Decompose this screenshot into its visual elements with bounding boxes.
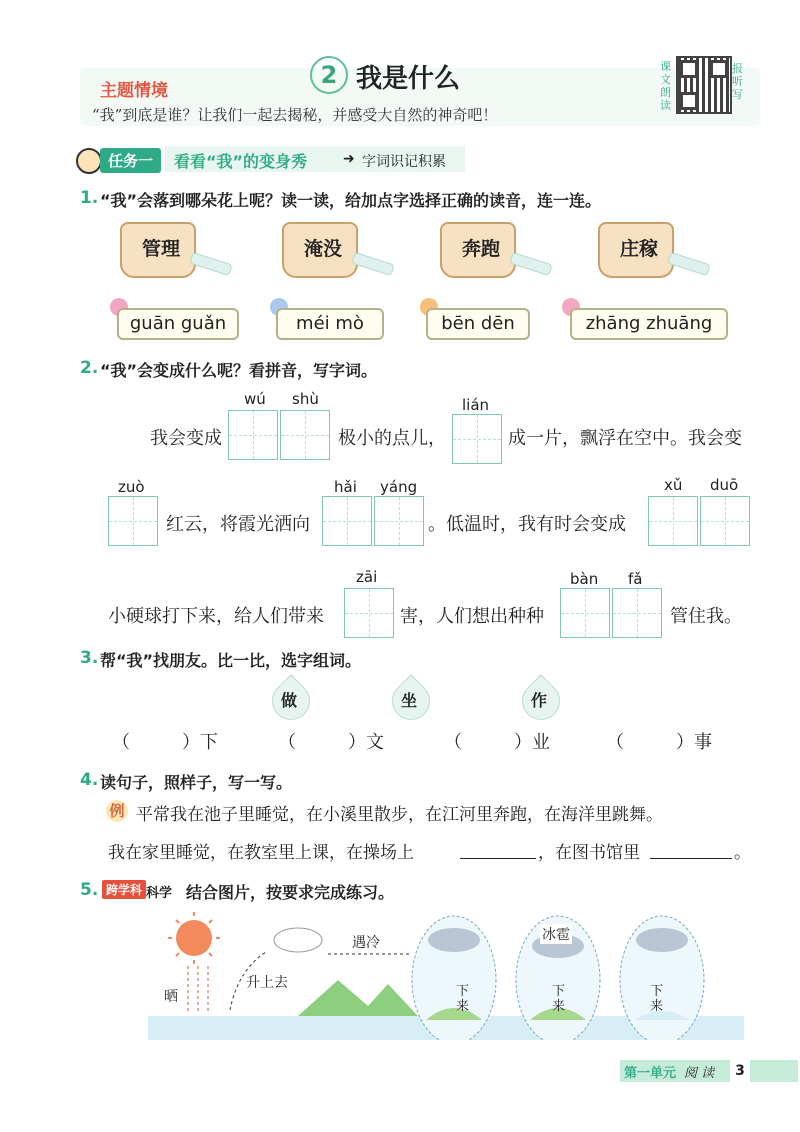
jug-1[interactable]: [120, 222, 250, 282]
example-badge: 例: [106, 800, 128, 822]
flower-box-1[interactable]: guān guǎn: [117, 308, 239, 340]
pinyin: lián: [462, 396, 490, 414]
label-hail: 冰雹: [540, 924, 572, 944]
task-badge: 任务一: [100, 148, 161, 173]
jug-2[interactable]: [282, 222, 412, 282]
jug-3[interactable]: [440, 222, 570, 282]
answer-line-2[interactable]: [650, 840, 732, 859]
q3-text: 帮“我”找朋友。比一比，选字组词。: [100, 651, 362, 670]
q5-number: 5.: [80, 880, 99, 900]
task-icon: [76, 148, 102, 174]
cross-subject-tag: 跨学科: [102, 880, 146, 899]
word-blank-3[interactable]: （ ）业: [444, 732, 550, 753]
sentence-text: 管住我。: [670, 606, 742, 627]
q1-text: “我”会落到哪朵花上呢？读一读，给加点字选择正确的读音，连一连。: [100, 191, 602, 210]
writing-box[interactable]: [374, 496, 424, 546]
jug-word: 庄稼: [620, 238, 659, 260]
footer-unit: 第一单元: [624, 1066, 677, 1081]
q2-text: “我”会变成什么呢？看拼音，写字词。: [100, 361, 378, 380]
answer-line-1[interactable]: [460, 840, 536, 859]
label-sun: 晒: [164, 989, 178, 1005]
pinyin: bàn: [570, 570, 599, 588]
pinyin: zuò: [118, 478, 145, 496]
jug-4[interactable]: [598, 222, 728, 282]
qr-right-labels: 报 听 写: [732, 62, 743, 101]
water-cycle-illustration: [148, 910, 744, 1040]
writing-box[interactable]: [344, 588, 394, 638]
task-tag: 字词识记积累: [362, 154, 446, 170]
writing-box[interactable]: [648, 496, 698, 546]
q2-number: 2.: [80, 358, 99, 378]
label-cold: 遇冷: [352, 935, 380, 951]
pinyin: shù: [292, 390, 319, 408]
writing-box[interactable]: [108, 496, 158, 546]
choice-char: 做: [281, 691, 298, 710]
writing-box[interactable]: [612, 588, 662, 638]
task-sentence-a: 我在家里睡觉，在教室里上课，在操场上: [108, 843, 414, 863]
label-down-3: 下来: [650, 984, 664, 1014]
jug-spout: [667, 252, 711, 276]
writing-box[interactable]: [228, 410, 278, 460]
flower-box-3[interactable]: bēn dēn: [426, 308, 530, 340]
sentence-text: 极小的点儿，: [338, 428, 446, 449]
water-cycle-svg: [148, 910, 744, 1040]
pinyin: yáng: [380, 478, 418, 496]
writing-box[interactable]: [560, 588, 610, 638]
pinyin: wú: [244, 390, 266, 408]
q3-number: 3.: [80, 648, 99, 668]
lesson-number: 2: [310, 56, 348, 94]
q4-text: 读句子，照样子，写一写。: [100, 773, 293, 792]
pinyin: fǎ: [628, 570, 643, 588]
cloud-icon: [636, 928, 688, 952]
sentence-text: 红云，将霞光洒向: [166, 514, 310, 535]
sun-icon: [176, 920, 212, 956]
subject-label: 科学: [146, 886, 173, 901]
mountain-icon: [298, 980, 418, 1016]
pinyin: hǎi: [334, 478, 357, 496]
sentence-text: 成一片，飘浮在空中。我会变: [508, 428, 742, 449]
writing-box[interactable]: [452, 414, 502, 464]
jug-word: 管理: [142, 238, 181, 260]
arrow-right-icon: ➜: [343, 151, 355, 167]
flower-box-2[interactable]: méi mò: [276, 308, 384, 340]
q1-number: 1.: [80, 188, 99, 208]
jug-spout: [189, 252, 233, 276]
topic-subtitle: “我”到底是谁？让我们一起去揭秘，并感受大自然的神奇吧！: [92, 106, 498, 124]
heat-arrows: [188, 966, 208, 1014]
sentence-text: 害，人们想出种种: [400, 606, 544, 627]
example-sentence: 平常我在池子里睡觉，在小溪里散步，在江河里奔跑，在海洋里跳舞。: [136, 805, 663, 825]
footer-section: 阅 读: [684, 1066, 715, 1081]
choice-char: 坐: [401, 691, 418, 710]
q5-text: 结合图片，按要求完成练习。: [186, 883, 395, 902]
label-down-2: 下来: [552, 984, 566, 1014]
writing-box[interactable]: [322, 496, 372, 546]
jug-word: 淹没: [304, 238, 343, 260]
word-blank-1[interactable]: （ ）下: [112, 732, 218, 753]
writing-box[interactable]: [280, 410, 330, 460]
label-down-1: 下来: [456, 984, 470, 1014]
pinyin: zāi: [356, 568, 378, 586]
cloud-icon: [428, 928, 480, 952]
label-rise: 升上去: [246, 975, 288, 991]
choice-char: 作: [531, 691, 548, 710]
sentence-text: 。低温时，我有时会变成: [428, 514, 626, 535]
cloud-icon: [274, 928, 322, 952]
task-sentence-end: 。: [734, 843, 751, 863]
flower-box-4[interactable]: zhāng zhuāng: [570, 308, 728, 340]
q4-number: 4.: [80, 770, 99, 790]
jug-spout: [509, 252, 553, 276]
lesson-title: 我是什么: [356, 64, 461, 94]
word-blank-4[interactable]: （ ）事: [606, 732, 712, 753]
task-sentence-b: ，在图书馆里: [538, 843, 640, 863]
task-title: 看看“我”的变身秀: [174, 152, 308, 171]
writing-box[interactable]: [700, 496, 750, 546]
pinyin: duō: [710, 476, 739, 494]
qr-left-labels: 课 文 朗 读: [660, 60, 671, 112]
word-blank-2[interactable]: （ ）文: [278, 732, 384, 753]
sentence-text: 小硬球打下来，给人们带来: [108, 606, 324, 627]
pinyin: xǔ: [664, 476, 683, 494]
jug-spout: [351, 252, 395, 276]
qr-code[interactable]: [676, 56, 732, 114]
page-number: 3: [730, 1060, 750, 1082]
jug-word: 奔跑: [462, 238, 501, 260]
sentence-text: 我会变成: [150, 428, 222, 449]
topic-label: 主题情境: [100, 81, 168, 101]
